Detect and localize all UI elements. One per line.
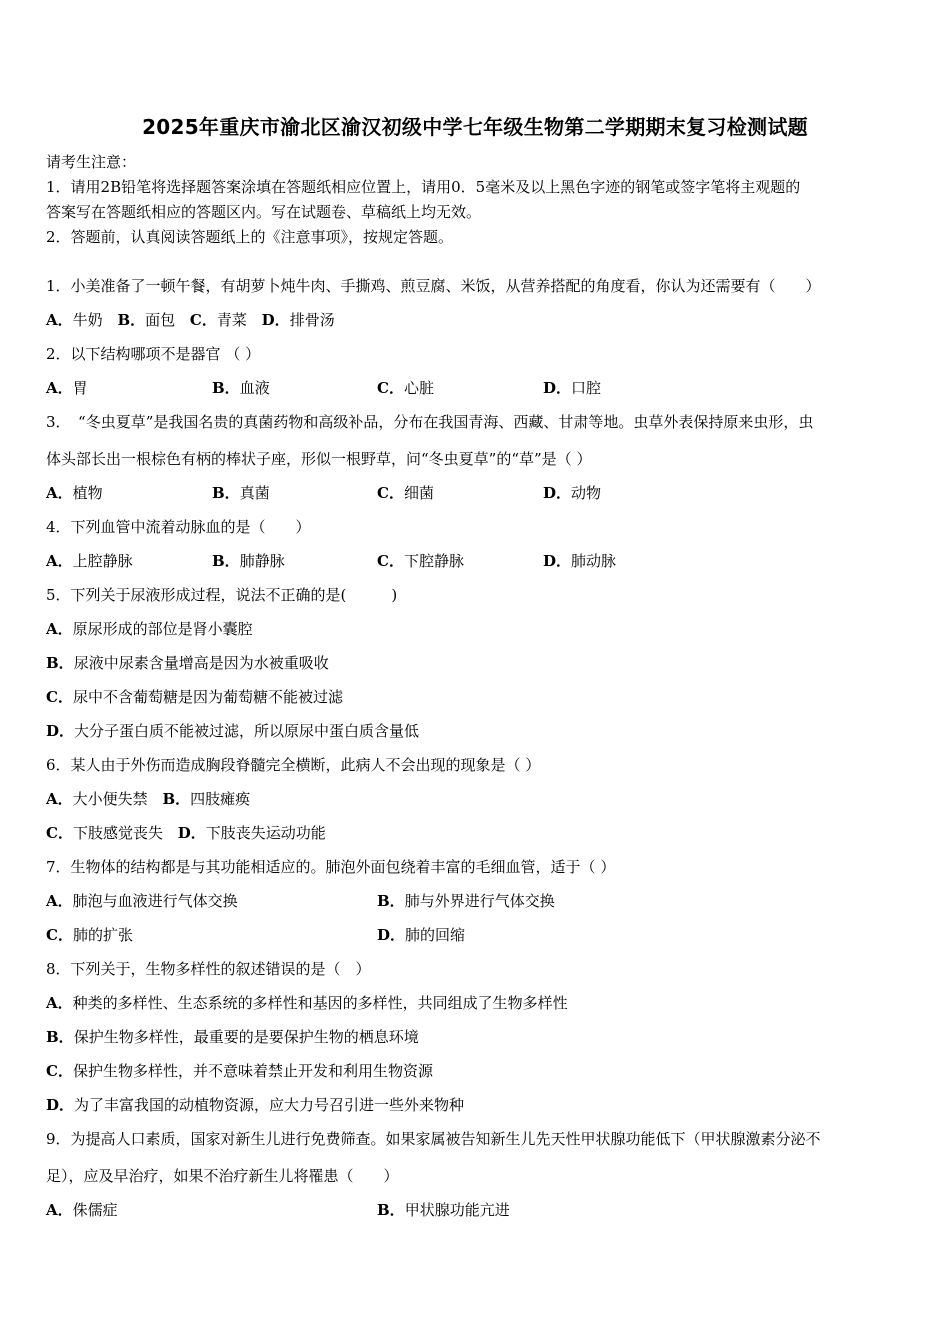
- question-1-options: [46, 310, 335, 330]
- option-text: 下肢感觉丧失: [72, 824, 163, 842]
- question-3-stem-line-1: 3． “冬虫夏草”是我国名贵的真菌药物和高级补品，分布在我国青海、西藏、甘肃等地。虫草外表保持原来虫形，虫: [46, 413, 814, 431]
- question-7-option-d: [377, 925, 465, 945]
- option-text: 胃: [72, 379, 88, 397]
- option-letter: B．: [46, 654, 74, 672]
- option-text: 上腔静脉: [72, 552, 133, 570]
- option-letter: A．: [46, 311, 73, 329]
- notice-item-1-line-2: 答案写在答题纸相应的答题区内。写在试题卷、草稿纸上均无效。: [46, 203, 482, 221]
- option-letter: C．: [377, 552, 404, 570]
- question-5-option-a: [46, 619, 253, 639]
- question-4-option-c: [377, 551, 464, 571]
- option-text: 面包: [145, 311, 176, 329]
- question-2-option-a: [46, 378, 88, 398]
- option-text: 大分子蛋白质不能被过滤，所以原尿中蛋白质含量低: [74, 722, 420, 740]
- question-3-option-d: [543, 483, 601, 503]
- option-letter: C．: [377, 379, 404, 397]
- option-letter: D．: [46, 722, 75, 740]
- option-text: 细菌: [403, 484, 434, 502]
- question-4-stem: 4．下列血管中流着动脉血的是（ ）: [46, 518, 311, 536]
- option-letter: C．: [46, 926, 73, 944]
- option-letter: C．: [377, 484, 404, 502]
- option-text: 下肢丧失运动功能: [205, 824, 326, 842]
- option-letter: A．: [46, 484, 73, 502]
- question-1-stem: 1．小美准备了一顿午餐，有胡萝卜炖牛肉、手撕鸡、煎豆腐、米饭，从营养搭配的角度看，你认为还需要有（ ）: [46, 277, 821, 295]
- option-letter: B．: [117, 311, 146, 329]
- option-text: 尿中不含葡萄糖是因为葡萄糖不能被过滤: [72, 688, 343, 706]
- question-3-option-c: [377, 483, 434, 503]
- question-7-option-a: [46, 891, 238, 911]
- option-text: 心脏: [403, 379, 434, 397]
- option-letter: C．: [189, 311, 217, 329]
- option-letter: D．: [46, 1096, 75, 1114]
- option-text: 为了丰富我国的动植物资源，应大力号召引进一些外来物种: [74, 1096, 465, 1114]
- question-5-stem: 5．下列关于尿液形成过程，说法不正确的是( ): [46, 586, 398, 604]
- option-text: 保护生物多样性，最重要的是要保护生物的栖息环境: [73, 1028, 419, 1046]
- question-3-stem-line-2: 体头部长出一根棕色有柄的棒状子座，形似一根野草，问“冬虫夏草”的“草”是（ ）: [46, 450, 592, 468]
- option-letter: A．: [46, 379, 73, 397]
- option-letter: A．: [46, 620, 73, 638]
- option-letter: B．: [212, 552, 240, 570]
- question-9-option-a: [46, 1200, 118, 1220]
- option-text: 动物: [571, 484, 602, 502]
- option-letter: C．: [46, 1062, 73, 1080]
- question-8-option-d: [46, 1095, 464, 1115]
- question-5-option-d: [46, 721, 419, 741]
- option-text: 排骨汤: [289, 311, 335, 329]
- question-9-stem-line-1: 9．为提高人口素质，国家对新生儿进行免费筛查。如果家属被告知新生儿先天性甲状腺功能低下（甲状腺激素分泌不: [46, 1130, 821, 1148]
- notice-heading: 请考生注意：: [46, 153, 137, 171]
- option-text: 牛奶: [72, 311, 103, 329]
- option-letter: A．: [46, 790, 73, 808]
- option-text: 肺静脉: [239, 552, 285, 570]
- option-letter: A．: [46, 1201, 73, 1219]
- option-text: 尿液中尿素含量增高是因为水被重吸收: [73, 654, 329, 672]
- option-text: 肺的回缩: [405, 926, 466, 944]
- option-letter: B．: [46, 1028, 74, 1046]
- option-text: 植物: [72, 484, 103, 502]
- option-text: 肺动脉: [571, 552, 617, 570]
- question-6-options-row-1: [46, 789, 250, 809]
- question-3-option-a: [46, 483, 103, 503]
- option-letter: D．: [377, 926, 406, 944]
- option-letter: A．: [46, 994, 73, 1012]
- question-5-option-b: [46, 653, 329, 673]
- option-text: 种类的多样性、生态系统的多样性和基因的多样性，共同组成了生物多样性: [72, 994, 568, 1012]
- option-letter: D．: [543, 552, 572, 570]
- option-text: 青菜: [216, 311, 247, 329]
- option-letter: B．: [377, 892, 405, 910]
- option-text: 四肢瘫痪: [190, 790, 251, 808]
- option-letter: B．: [212, 379, 240, 397]
- question-8-option-c: [46, 1061, 433, 1081]
- question-6-stem: 6．某人由于外伤而造成胸段脊髓完全横断，此病人不会出现的现象是（ ）: [46, 756, 541, 774]
- question-2-stem: 2．以下结构哪项不是器官 （ ）: [46, 345, 261, 363]
- option-letter: D．: [543, 379, 572, 397]
- option-letter: B．: [162, 790, 191, 808]
- question-5-option-c: [46, 687, 343, 707]
- option-letter: A．: [46, 552, 73, 570]
- option-text: 甲状腺功能亢进: [404, 1201, 510, 1219]
- option-text: 原尿形成的部位是肾小囊腔: [72, 620, 253, 638]
- option-letter: B．: [377, 1201, 405, 1219]
- option-letter: D．: [177, 824, 206, 842]
- question-4-option-d: [543, 551, 616, 571]
- question-6-options-row-2: [46, 823, 326, 843]
- option-letter: B．: [212, 484, 240, 502]
- option-letter: C．: [46, 688, 73, 706]
- notice-item-1-line-1: 1．请用2B铅笔将选择题答案涂填在答题纸相应位置上，请用0．5毫米及以上黑色字迹的钢笔或签字笔将主观题的: [46, 178, 801, 196]
- option-letter: C．: [46, 824, 73, 842]
- question-8-option-a: [46, 993, 568, 1013]
- option-text: 保护生物多样性，并不意味着禁止开发和利用生物资源: [72, 1062, 433, 1080]
- option-text: 肺的扩张: [72, 926, 133, 944]
- question-3-option-b: [212, 483, 270, 503]
- question-2-option-b: [212, 378, 270, 398]
- option-text: 肺与外界进行气体交换: [404, 892, 555, 910]
- page-title: 2025年重庆市渝北区渝汉初级中学七年级生物第二学期期末复习检测试题: [142, 115, 808, 139]
- question-4-option-b: [212, 551, 285, 571]
- option-text: 侏儒症: [72, 1201, 118, 1219]
- question-9-stem-line-2: 足），应及早治疗，如果不治疗新生儿将罹患（ ）: [46, 1167, 399, 1185]
- question-2-option-c: [377, 378, 434, 398]
- option-text: 真菌: [239, 484, 270, 502]
- option-text: 下腔静脉: [403, 552, 464, 570]
- option-text: 血液: [239, 379, 270, 397]
- question-8-stem: 8．下列关于，生物多样性的叙述错误的是（ ）: [46, 960, 371, 978]
- option-text: 口腔: [571, 379, 602, 397]
- question-7-option-c: [46, 925, 133, 945]
- question-8-option-b: [46, 1027, 419, 1047]
- option-letter: D．: [543, 484, 572, 502]
- option-text: 肺泡与血液进行气体交换: [72, 892, 238, 910]
- question-7-option-b: [377, 891, 555, 911]
- option-text: 大小便失禁: [72, 790, 148, 808]
- question-9-option-b: [377, 1200, 510, 1220]
- question-2-option-d: [543, 378, 601, 398]
- option-letter: D．: [261, 311, 290, 329]
- notice-item-2: 2．答题前，认真阅读答题纸上的《注意事项》，按规定答题。: [46, 228, 454, 246]
- option-letter: A．: [46, 892, 73, 910]
- question-4-option-a: [46, 551, 133, 571]
- question-7-stem: 7．生物体的结构都是与其功能相适应的。肺泡外面包绕着丰富的毛细血管，适于（ ）: [46, 858, 616, 876]
